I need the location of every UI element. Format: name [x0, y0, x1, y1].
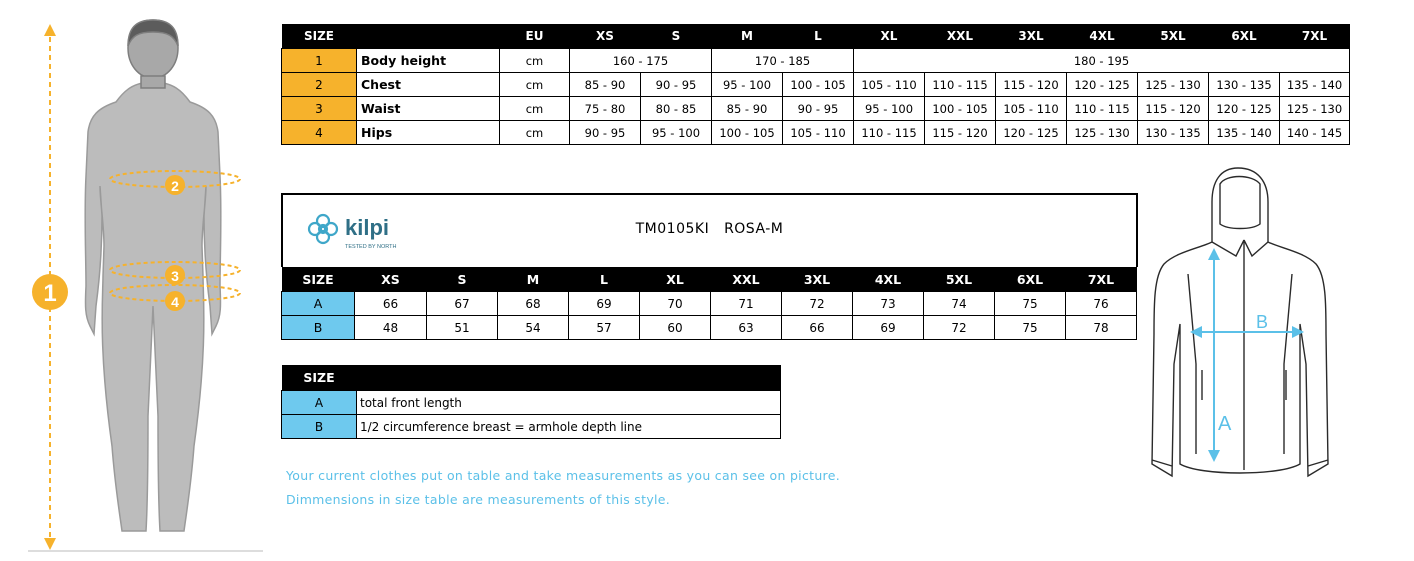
size-value-cell: 110 - 115 [925, 73, 996, 97]
size-value-cell: 120 - 125 [996, 121, 1067, 145]
body-table-header [282, 24, 1350, 49]
column-header: XL [640, 267, 711, 292]
size-value-cell: 130 - 135 [1138, 121, 1209, 145]
size-value-cell: 60 [640, 316, 711, 340]
measure-key: A [282, 292, 355, 316]
size-value-cell: 85 - 90 [570, 73, 641, 97]
column-header: M [712, 24, 783, 49]
column-header: 5XL [924, 267, 995, 292]
brand-name: kilpi [345, 215, 390, 240]
size-value-cell: 75 [995, 316, 1066, 340]
row-unit: cm [500, 121, 570, 145]
size-value-cell: 135 - 140 [1209, 121, 1280, 145]
style-name-value: ROSA-M [724, 221, 784, 237]
table-row [282, 73, 1350, 97]
column-header: 5XL [1138, 24, 1209, 49]
size-value-cell: 115 - 120 [996, 73, 1067, 97]
column-header: L [569, 267, 640, 292]
column-header: XS [570, 24, 641, 49]
size-value-cell: 135 - 140 [1280, 73, 1350, 97]
svg-text:4: 4 [171, 294, 179, 310]
brand-tagline: TESTED BY NORTH [345, 244, 397, 250]
legend-table [281, 365, 781, 439]
size-value-cell: 72 [924, 316, 995, 340]
size-value-cell: 100 - 105 [712, 121, 783, 145]
size-value-cell: 90 - 95 [641, 73, 712, 97]
size-value-cell: 120 - 125 [1067, 73, 1138, 97]
column-header: 4XL [853, 267, 924, 292]
row-label: Hips [357, 121, 500, 145]
size-value-cell: 51 [427, 316, 498, 340]
style-code-value: TM0105KI [635, 221, 710, 237]
waist-badge [165, 265, 185, 285]
size-value-cell: 69 [853, 316, 924, 340]
body-size-table [281, 24, 1350, 145]
column-header: XXL [925, 24, 996, 49]
size-value-cell: 57 [569, 316, 640, 340]
garment-table-header [282, 267, 1137, 292]
size-value-cell: 71 [711, 292, 782, 316]
instruction-note: Your current clothes put on table and take measurements as you can see on picture. [286, 468, 840, 483]
chest-badge [165, 175, 185, 195]
column-header: 3XL [996, 24, 1067, 49]
legend-text: 1/2 circumference breast = armhole depth line [357, 415, 781, 439]
row-unit: cm [500, 49, 570, 73]
legend-key: B [282, 415, 357, 439]
body-silhouette [85, 82, 221, 531]
column-header: 7XL [1280, 24, 1350, 49]
size-value-cell: 110 - 115 [1067, 97, 1138, 121]
row-number: 2 [282, 73, 357, 97]
jacket-a-label: A [1218, 413, 1232, 435]
column-header: SIZE [282, 24, 357, 49]
size-value-cell: 100 - 105 [783, 73, 854, 97]
size-value-cell: 85 - 90 [712, 97, 783, 121]
size-value-cell: 90 - 95 [783, 97, 854, 121]
style-header [281, 193, 1138, 267]
size-value-cell: 67 [427, 292, 498, 316]
table-row [282, 121, 1350, 145]
size-value-cell: 125 - 130 [1138, 73, 1209, 97]
size-value-cell: 78 [1066, 316, 1137, 340]
height-badge [32, 274, 68, 310]
size-value-cell: 63 [711, 316, 782, 340]
column-header: 4XL [1067, 24, 1138, 49]
legend-text: total front length [357, 391, 781, 415]
row-label: Chest [357, 73, 500, 97]
size-value-cell: 66 [782, 316, 853, 340]
column-header: XS [355, 267, 427, 292]
body-figure [28, 16, 278, 556]
size-value-cell: 69 [569, 292, 640, 316]
table-row [282, 415, 781, 439]
svg-text:3: 3 [171, 268, 179, 284]
head [128, 20, 178, 88]
size-value-cell: 73 [853, 292, 924, 316]
size-value-cell: 48 [355, 316, 427, 340]
height-range-cell: 180 - 195 [854, 49, 1350, 73]
size-value-cell: 100 - 105 [925, 97, 996, 121]
size-value-cell: 95 - 100 [712, 73, 783, 97]
size-value-cell: 140 - 145 [1280, 121, 1350, 145]
legend-key: A [282, 391, 357, 415]
size-value-cell: 125 - 130 [1067, 121, 1138, 145]
table-row [282, 49, 1350, 73]
jacket-figure [1140, 164, 1345, 494]
column-header: 6XL [995, 267, 1066, 292]
size-value-cell: 54 [498, 316, 569, 340]
jacket-b-label: B [1256, 312, 1269, 332]
instruction-note: Dimmensions in size table are measurements of this style. [286, 492, 671, 507]
size-value-cell: 75 [995, 292, 1066, 316]
row-unit: cm [500, 97, 570, 121]
size-value-cell: 115 - 120 [925, 121, 996, 145]
column-header: SIZE [282, 267, 355, 292]
column-header: XL [854, 24, 925, 49]
column-header: 3XL [782, 267, 853, 292]
table-row [282, 292, 1137, 316]
row-number: 1 [282, 49, 357, 73]
legend-header-blank [357, 365, 781, 391]
column-header [357, 24, 500, 49]
size-value-cell: 105 - 110 [783, 121, 854, 145]
size-value-cell: 66 [355, 292, 427, 316]
row-label: Body height [357, 49, 500, 73]
legend-header: SIZE [282, 365, 357, 391]
size-value-cell: 95 - 100 [641, 121, 712, 145]
size-value-cell: 105 - 110 [996, 97, 1067, 121]
measure-key: B [282, 316, 355, 340]
svg-text:1: 1 [43, 280, 57, 307]
size-value-cell: 110 - 115 [854, 121, 925, 145]
row-number: 4 [282, 121, 357, 145]
hips-badge [165, 291, 185, 311]
column-header: M [498, 267, 569, 292]
table-row [282, 316, 1137, 340]
size-value-cell: 76 [1066, 292, 1137, 316]
height-range-cell: 170 - 185 [712, 49, 854, 73]
size-value-cell: 70 [640, 292, 711, 316]
garment-size-table [281, 267, 1137, 340]
column-header: EU [500, 24, 570, 49]
table-row [282, 391, 781, 415]
height-range-cell: 160 - 175 [570, 49, 712, 73]
row-unit: cm [500, 73, 570, 97]
size-value-cell: 105 - 110 [854, 73, 925, 97]
column-header: 7XL [1066, 267, 1137, 292]
size-value-cell: 125 - 130 [1280, 97, 1350, 121]
size-value-cell: 68 [498, 292, 569, 316]
size-value-cell: 72 [782, 292, 853, 316]
row-number: 3 [282, 97, 357, 121]
column-header: 6XL [1209, 24, 1280, 49]
size-value-cell: 90 - 95 [570, 121, 641, 145]
size-value-cell: 95 - 100 [854, 97, 925, 121]
size-value-cell: 80 - 85 [641, 97, 712, 121]
column-header: S [427, 267, 498, 292]
column-header: S [641, 24, 712, 49]
size-value-cell: 74 [924, 292, 995, 316]
column-header: XXL [711, 267, 782, 292]
table-row [282, 97, 1350, 121]
svg-text:2: 2 [171, 178, 179, 194]
size-value-cell: 75 - 80 [570, 97, 641, 121]
size-value-cell: 120 - 125 [1209, 97, 1280, 121]
row-label: Waist [357, 97, 500, 121]
size-value-cell: 115 - 120 [1138, 97, 1209, 121]
size-value-cell: 130 - 135 [1209, 73, 1280, 97]
column-header: L [783, 24, 854, 49]
style-code [283, 221, 1136, 237]
